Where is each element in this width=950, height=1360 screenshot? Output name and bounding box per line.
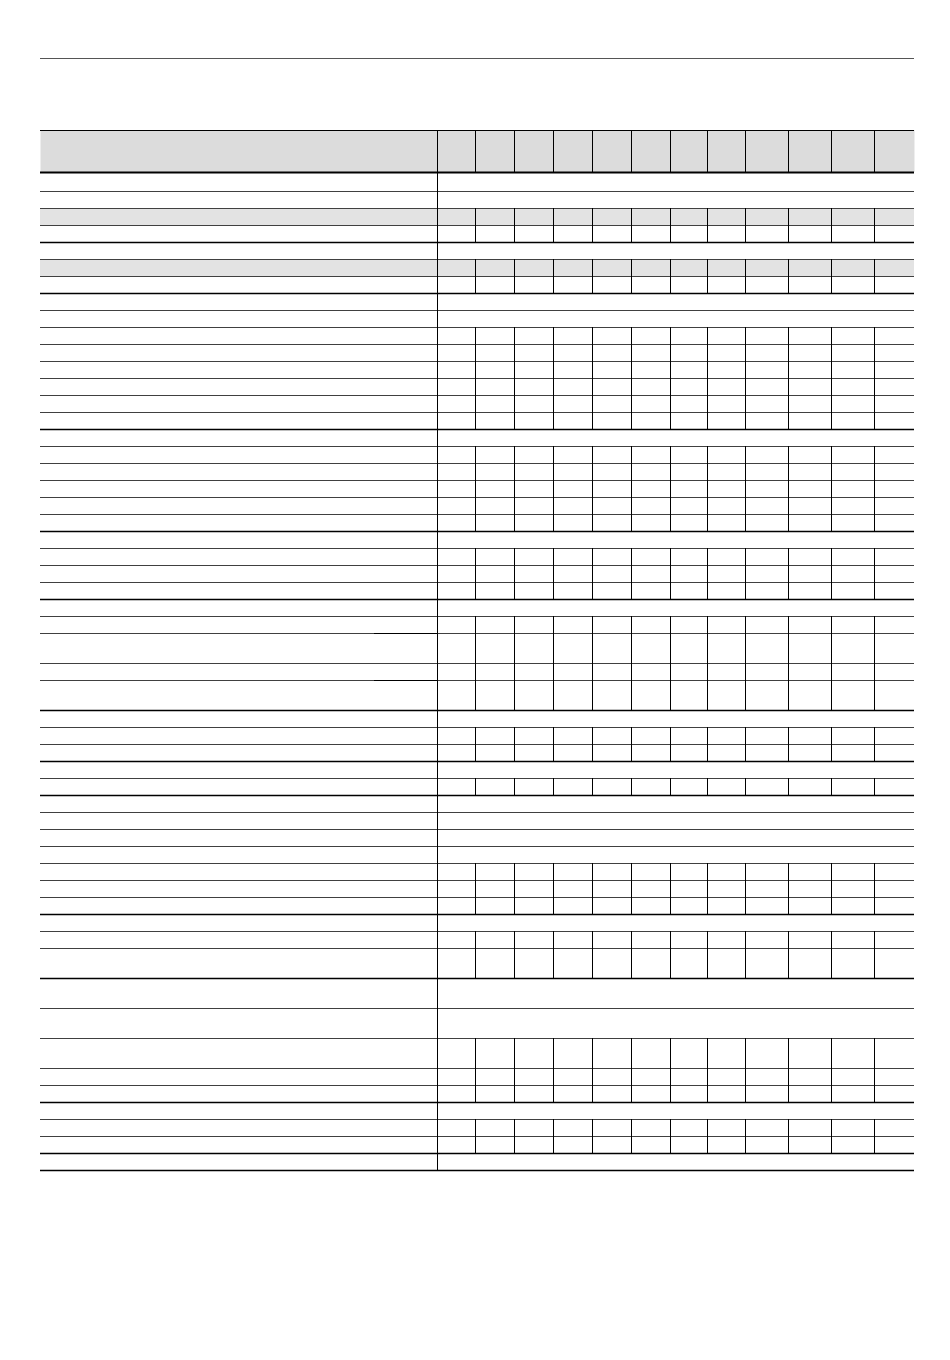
top-rule xyxy=(40,58,914,59)
spec-table-grid xyxy=(40,129,915,1186)
header-band xyxy=(41,130,915,172)
shaded-row-band xyxy=(40,209,914,225)
shaded-row-band xyxy=(40,260,914,276)
spec-table xyxy=(40,129,915,1186)
